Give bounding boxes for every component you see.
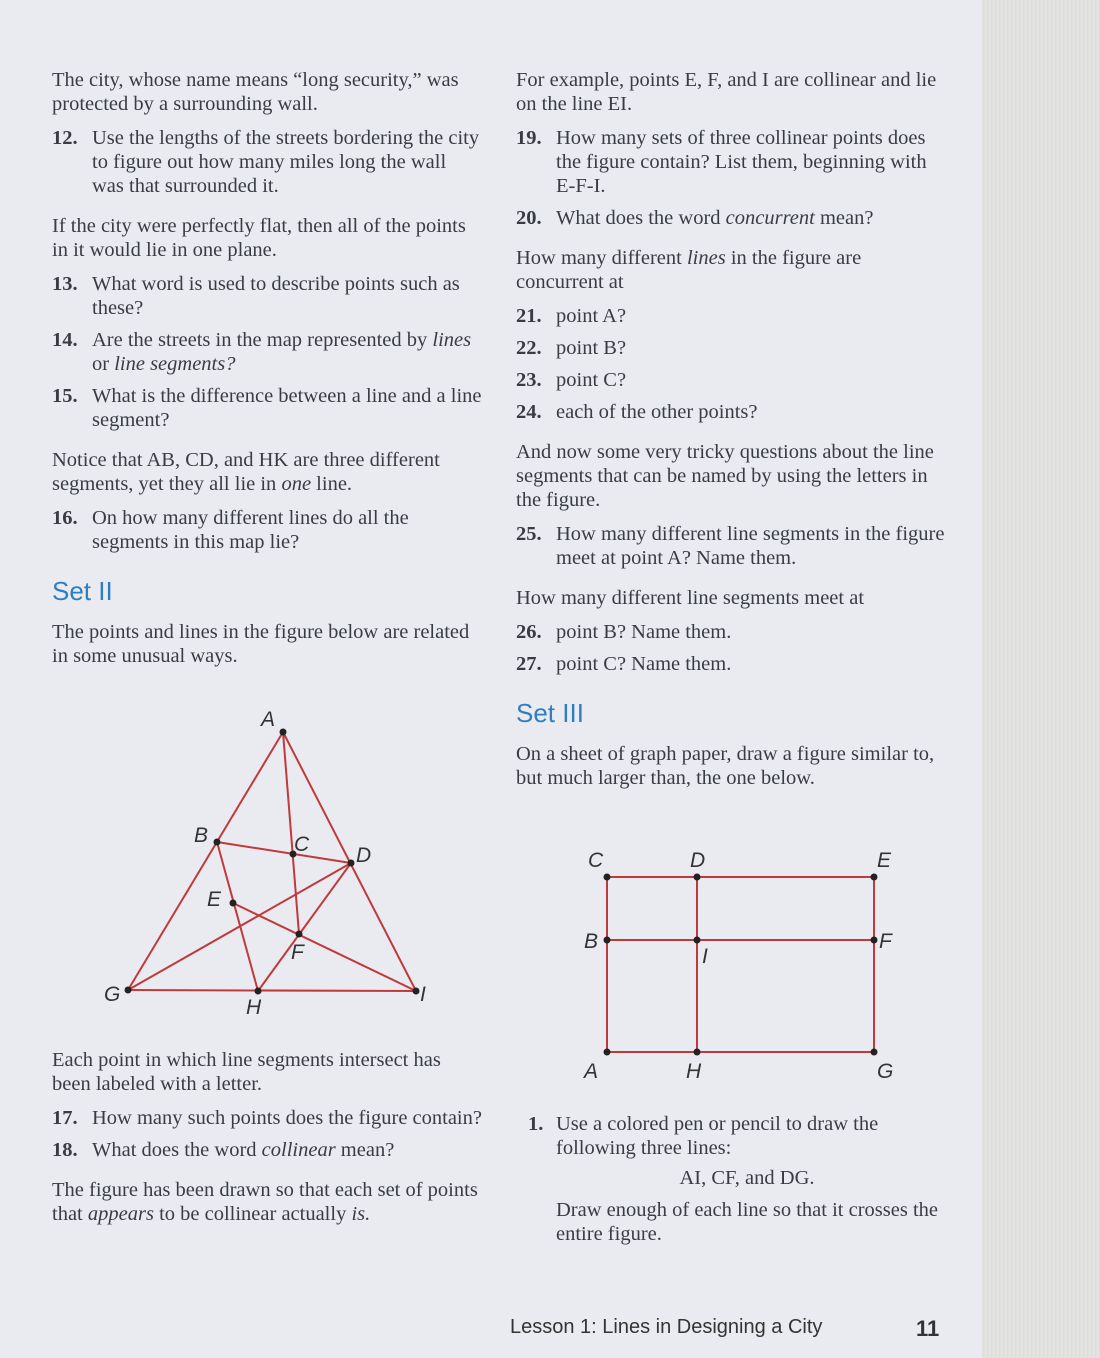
point-E (871, 874, 878, 881)
question-12 (52, 126, 482, 198)
lesson-title: Lesson 1: Lines in Designing a City (510, 1316, 823, 1338)
segment-EI (233, 903, 416, 991)
question-text: Are the streets in the map represented by (92, 329, 433, 351)
paragraph-text: The figure has been drawn so that each set of points that (52, 1179, 478, 1225)
notice-paragraph (52, 448, 482, 496)
lines-to-draw: AI, CF, and DG. (679, 1167, 815, 1189)
question-27 (516, 652, 946, 676)
question-text: How many sets of three collinear points does the figure contain? List them, beginning with E-F-I. (556, 127, 927, 197)
point-H (694, 1049, 701, 1056)
point-C (604, 874, 611, 881)
label-G: G (104, 983, 121, 1006)
question-13 (52, 272, 482, 320)
label-C: C (588, 849, 604, 872)
point-A (280, 729, 287, 736)
set-iii-intro: On a sheet of graph paper, draw a figure similar to, but much larger than, the one below. (516, 743, 935, 789)
question-number: 26. (516, 621, 542, 643)
segment-HD (258, 863, 351, 991)
question-number: 18. (52, 1139, 78, 1161)
question-15 (52, 384, 482, 432)
outer-rectangle (607, 877, 874, 1052)
label-F: F (291, 941, 304, 964)
question-14 (52, 328, 482, 376)
segment-GD (128, 863, 351, 990)
drawn-paragraph (52, 1178, 482, 1226)
question-text: point B? (556, 337, 627, 359)
point-D (694, 874, 701, 881)
label-D: D (690, 849, 706, 872)
question-18 (52, 1138, 482, 1162)
question-text: Use a colored pen or pencil to draw the following three lines: (556, 1113, 879, 1159)
emphasis: appears (87, 1203, 154, 1225)
question-number: 21. (516, 305, 542, 327)
question-26 (516, 620, 946, 644)
each-point-paragraph: Each point in which line segments intersect has been labeled with a letter. (52, 1049, 441, 1095)
left-column-lower (52, 1048, 482, 1236)
question-20 (516, 206, 946, 230)
label-I: I (702, 945, 708, 968)
how-many-paragraph (516, 246, 946, 294)
label-G: G (877, 1060, 894, 1083)
label-E: E (207, 888, 222, 911)
set-iii-question-1 (528, 1112, 938, 1160)
label-F: F (879, 930, 892, 953)
point-E (230, 900, 237, 907)
question-text: or (92, 353, 115, 375)
question-17 (52, 1106, 482, 1130)
question-text: point A? (556, 305, 627, 327)
question-24 (516, 400, 946, 424)
question-text: How many different line segments in the figure meet at point A? Name them. (556, 523, 945, 569)
question-number: 16. (52, 507, 78, 529)
intro-paragraph: The city, whose name means “long security,” was protected by a surrounding wall. (52, 69, 459, 115)
right-column-lower (528, 1112, 938, 1246)
question-number: 13. (52, 273, 78, 295)
label-B: B (584, 930, 599, 953)
question-23 (516, 368, 946, 392)
example-paragraph: For example, points E, F, and I are collinear and lie on the line EI. (516, 69, 937, 115)
label-I: I (420, 983, 426, 1006)
question-text: point C? Name them. (556, 653, 732, 675)
point-F (296, 931, 303, 938)
label-A: A (584, 1060, 599, 1083)
label-D: D (356, 844, 372, 867)
triangle-figure (95, 700, 445, 1030)
emphasis: lines (432, 329, 472, 351)
segment-GI (128, 990, 416, 991)
question-22 (516, 336, 946, 360)
label-C: C (294, 833, 310, 856)
label-A: A (261, 708, 276, 731)
question-21 (516, 304, 946, 328)
paragraph-text: How many different (516, 247, 687, 269)
question-text: mean? (814, 207, 874, 229)
question-number: 14. (52, 329, 78, 351)
point-F (871, 937, 878, 944)
point-H (255, 988, 262, 995)
emphasis: one (281, 473, 312, 495)
point-B (214, 839, 221, 846)
question-number: 25. (516, 523, 542, 545)
question-number: 12. (52, 127, 78, 149)
right-column (516, 68, 946, 800)
question-text: What word is used to describe points such as these? (92, 273, 460, 319)
page-edge (982, 0, 1100, 1358)
emphasis: lines (686, 247, 726, 269)
tricky-paragraph: And now some very tricky questions about the line segments that can be named by using the letters in the figure. (516, 441, 934, 511)
segment-AG (128, 732, 283, 990)
question-number: 22. (516, 337, 542, 359)
set-ii-intro: The points and lines in the figure below are related in some unusual ways. (52, 621, 470, 667)
question-25 (516, 522, 946, 570)
paragraph-text: Notice that AB, CD, and HK are three different segments, yet they all lie in (52, 449, 440, 495)
label-H: H (686, 1060, 702, 1083)
flat-paragraph: If the city were perfectly flat, then all of the points in it would lie in one plane. (52, 215, 466, 261)
question-19 (516, 126, 946, 198)
segment-BD (217, 842, 351, 863)
point-I (413, 988, 420, 995)
question-text: each of the other points? (556, 401, 758, 423)
rectangle-figure (575, 840, 905, 1090)
left-column (52, 68, 482, 678)
emphasis: collinear (261, 1139, 336, 1161)
question-number: 15. (52, 385, 78, 407)
rectangle-figure-svg (575, 840, 905, 1090)
question-number: 23. (516, 369, 542, 391)
point-G (871, 1049, 878, 1056)
set-ii-heading: Set II (52, 576, 113, 606)
point-D (348, 860, 355, 867)
point-B (604, 937, 611, 944)
question-text: point C? (556, 369, 627, 391)
question-16 (52, 506, 482, 554)
point-I (694, 937, 701, 944)
triangle-figure-svg (95, 700, 445, 1030)
question-text: How many such points does the figure contain? (92, 1107, 482, 1129)
meet-paragraph: How many different line segments meet at (516, 587, 865, 609)
paragraph-text: line. (311, 473, 353, 495)
question-text: What does the word (556, 207, 726, 229)
question-number: 20. (516, 207, 542, 229)
paragraph-text: in the figure are concurrent at (516, 247, 862, 293)
point-A (604, 1049, 611, 1056)
label-E: E (877, 849, 892, 872)
emphasis: concurrent (725, 207, 815, 229)
point-G (125, 987, 132, 994)
paragraph-text: to be collinear actually (153, 1203, 352, 1225)
question-number: 27. (516, 653, 542, 675)
question-text: point B? Name them. (556, 621, 732, 643)
question-text: mean? (335, 1139, 395, 1161)
question-number: 24. (516, 401, 542, 423)
question-number: 1. (528, 1113, 544, 1135)
question-text: On how many different lines do all the segments in this map lie? (92, 507, 409, 553)
label-H: H (246, 996, 262, 1019)
page-number: 11 (916, 1316, 940, 1341)
set-iii-heading: Set III (516, 698, 584, 728)
question-number: 17. (52, 1107, 78, 1129)
question-text: What is the difference between a line and a line segment? (92, 385, 482, 431)
draw-instruction: Draw enough of each line so that it crosses the entire figure. (556, 1199, 938, 1245)
label-B: B (194, 824, 209, 847)
emphasis: is. (351, 1203, 371, 1225)
emphasis: line segments? (114, 353, 236, 375)
question-text: Use the lengths of the streets bordering the city to figure out how many miles long the wall was that surrounded it. (92, 127, 480, 197)
question-text: What does the word (92, 1139, 262, 1161)
question-number: 19. (516, 127, 542, 149)
segment-BH (217, 842, 258, 991)
